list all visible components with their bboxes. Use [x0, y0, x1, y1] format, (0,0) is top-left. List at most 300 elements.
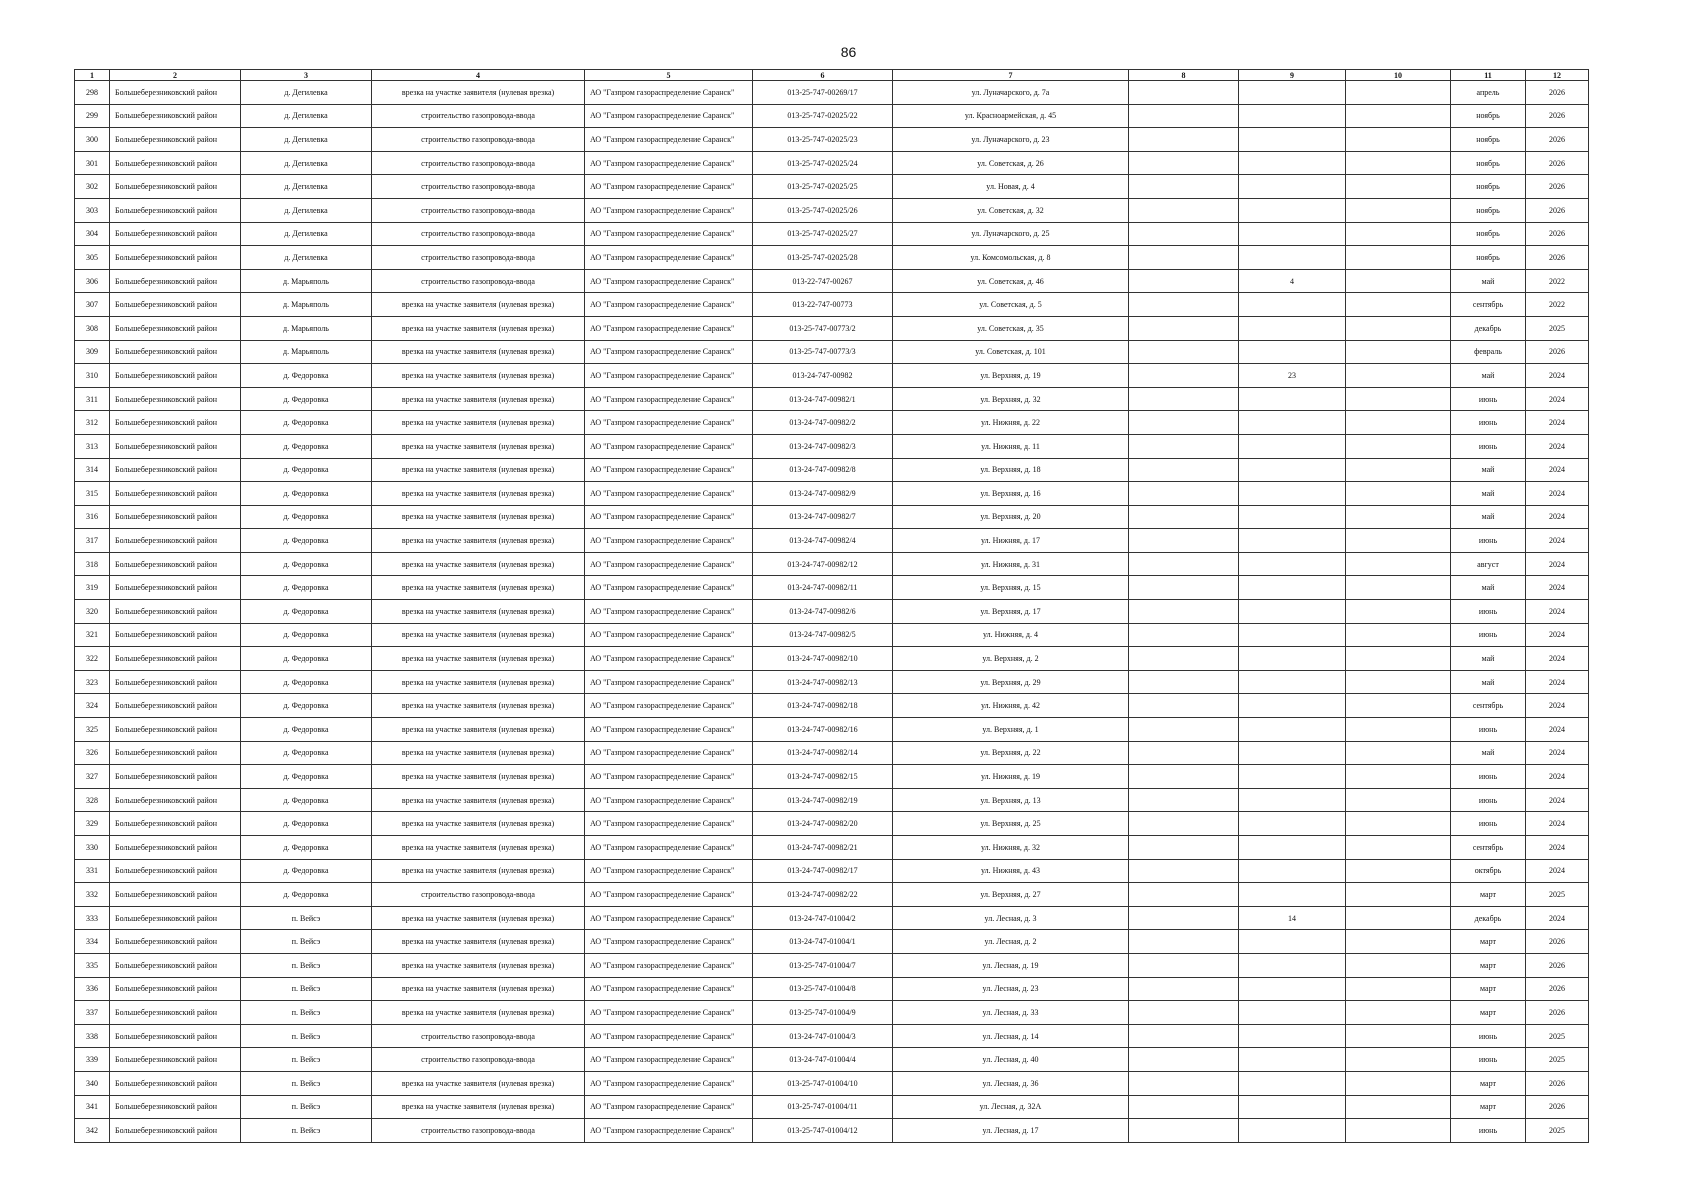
settlement-cell: д. Дегилевка: [241, 81, 372, 105]
col-9-cell: 4: [1239, 269, 1346, 293]
work-type-cell: врезка на участке заявителя (нулевая врезка): [372, 364, 585, 388]
row-number-cell: 332: [75, 883, 110, 907]
district-cell: Большеберезниковский район: [110, 128, 241, 152]
table-row: [75, 718, 1589, 742]
col-10-cell: [1346, 529, 1451, 553]
address-cell: ул. Верхняя, д. 32: [893, 387, 1129, 411]
table-row: [75, 623, 1589, 647]
organization-cell: АО "Газпром газораспределение Саранск": [585, 718, 753, 742]
col-9-cell: [1239, 647, 1346, 671]
month-cell: май: [1451, 458, 1526, 482]
row-number-cell: 308: [75, 316, 110, 340]
address-cell: ул. Луначарского, д. 25: [893, 222, 1129, 246]
table-row: [75, 1119, 1589, 1143]
year-cell: 2026: [1526, 246, 1589, 270]
year-cell: 2024: [1526, 694, 1589, 718]
work-type-cell: врезка на участке заявителя (нулевая врезка): [372, 647, 585, 671]
settlement-cell: д. Дегилевка: [241, 222, 372, 246]
month-cell: ноябрь: [1451, 128, 1526, 152]
col-8-cell: [1129, 552, 1239, 576]
settlement-cell: д. Федоровка: [241, 670, 372, 694]
col-9-cell: [1239, 718, 1346, 742]
month-cell: сентябрь: [1451, 293, 1526, 317]
year-cell: 2024: [1526, 812, 1589, 836]
year-cell: 2026: [1526, 930, 1589, 954]
year-cell: 2024: [1526, 458, 1589, 482]
settlement-cell: д. Дегилевка: [241, 151, 372, 175]
table-row: [75, 175, 1589, 199]
address-cell: ул. Лесная, д. 3: [893, 906, 1129, 930]
contract-number-cell: 013-25-747-00269/17: [753, 81, 893, 105]
row-number-cell: 318: [75, 552, 110, 576]
row-number-cell: 340: [75, 1071, 110, 1095]
row-number-cell: 328: [75, 788, 110, 812]
work-type-cell: врезка на участке заявителя (нулевая врезка): [372, 434, 585, 458]
col-10-cell: [1346, 576, 1451, 600]
organization-cell: АО "Газпром газораспределение Саранск": [585, 765, 753, 789]
table-row: [75, 836, 1589, 860]
table-row: [75, 269, 1589, 293]
year-cell: 2024: [1526, 364, 1589, 388]
settlement-cell: д. Федоровка: [241, 765, 372, 789]
col-10-cell: [1346, 387, 1451, 411]
contract-number-cell: 013-25-747-02025/22: [753, 104, 893, 128]
col-10-cell: [1346, 411, 1451, 435]
col-10-cell: [1346, 859, 1451, 883]
col-9-cell: [1239, 104, 1346, 128]
organization-cell: АО "Газпром газораспределение Саранск": [585, 812, 753, 836]
row-number-cell: 301: [75, 151, 110, 175]
settlement-cell: д. Федоровка: [241, 623, 372, 647]
organization-cell: АО "Газпром газораспределение Саранск": [585, 694, 753, 718]
col-10-cell: [1346, 600, 1451, 624]
year-cell: 2025: [1526, 1024, 1589, 1048]
table-row: [75, 246, 1589, 270]
address-cell: ул. Новая, д. 4: [893, 175, 1129, 199]
organization-cell: АО "Газпром газораспределение Саранск": [585, 788, 753, 812]
month-cell: июнь: [1451, 387, 1526, 411]
district-cell: Большеберезниковский район: [110, 340, 241, 364]
col-8-cell: [1129, 906, 1239, 930]
contract-number-cell: 013-25-747-01004/9: [753, 1001, 893, 1025]
year-cell: 2025: [1526, 1048, 1589, 1072]
organization-cell: АО "Газпром газораспределение Саранск": [585, 458, 753, 482]
district-cell: Большеберезниковский район: [110, 458, 241, 482]
col-9-cell: [1239, 128, 1346, 152]
month-cell: июнь: [1451, 765, 1526, 789]
work-type-cell: врезка на участке заявителя (нулевая врезка): [372, 930, 585, 954]
month-cell: май: [1451, 576, 1526, 600]
organization-cell: АО "Газпром газораспределение Саранск": [585, 505, 753, 529]
contract-number-cell: 013-25-747-02025/24: [753, 151, 893, 175]
district-cell: Большеберезниковский район: [110, 1001, 241, 1025]
month-cell: июнь: [1451, 1119, 1526, 1143]
col-8-cell: [1129, 222, 1239, 246]
district-cell: Большеберезниковский район: [110, 529, 241, 553]
address-cell: ул. Верхняя, д. 22: [893, 741, 1129, 765]
col-10-cell: [1346, 1119, 1451, 1143]
month-cell: май: [1451, 269, 1526, 293]
month-cell: май: [1451, 505, 1526, 529]
organization-cell: АО "Газпром газораспределение Саранск": [585, 293, 753, 317]
address-cell: ул. Луначарского, д. 23: [893, 128, 1129, 152]
organization-cell: АО "Газпром газораспределение Саранск": [585, 647, 753, 671]
contract-number-cell: 013-25-747-00773/3: [753, 340, 893, 364]
col-8-cell: [1129, 953, 1239, 977]
address-cell: ул. Нижняя, д. 11: [893, 434, 1129, 458]
contract-number-cell: 013-25-747-02025/25: [753, 175, 893, 199]
col-9-cell: [1239, 81, 1346, 105]
table-row: [75, 977, 1589, 1001]
col-9-cell: [1239, 340, 1346, 364]
organization-cell: АО "Газпром газораспределение Саранск": [585, 859, 753, 883]
district-cell: Большеберезниковский район: [110, 741, 241, 765]
year-cell: 2024: [1526, 765, 1589, 789]
district-cell: Большеберезниковский район: [110, 1095, 241, 1119]
settlement-cell: д. Федоровка: [241, 859, 372, 883]
month-cell: март: [1451, 930, 1526, 954]
table-row: [75, 198, 1589, 222]
settlement-cell: д. Федоровка: [241, 387, 372, 411]
contract-number-cell: 013-24-747-00982/5: [753, 623, 893, 647]
address-cell: ул. Верхняя, д. 1: [893, 718, 1129, 742]
col-8-cell: [1129, 1119, 1239, 1143]
district-cell: Большеберезниковский район: [110, 482, 241, 506]
district-cell: Большеберезниковский район: [110, 765, 241, 789]
month-cell: май: [1451, 741, 1526, 765]
col-10-cell: [1346, 883, 1451, 907]
work-type-cell: строительство газопровода-ввода: [372, 104, 585, 128]
settlement-cell: д. Марьяполь: [241, 316, 372, 340]
col-8-cell: [1129, 387, 1239, 411]
row-number-cell: 333: [75, 906, 110, 930]
address-cell: ул. Нижняя, д. 19: [893, 765, 1129, 789]
address-cell: ул. Лесная, д. 2: [893, 930, 1129, 954]
organization-cell: АО "Газпром газораспределение Саранск": [585, 434, 753, 458]
col-9-cell: [1239, 953, 1346, 977]
month-cell: март: [1451, 1001, 1526, 1025]
col-8-cell: [1129, 482, 1239, 506]
organization-cell: АО "Газпром газораспределение Саранск": [585, 364, 753, 388]
table-row: [75, 812, 1589, 836]
month-cell: июнь: [1451, 1024, 1526, 1048]
col-10-cell: [1346, 198, 1451, 222]
row-number-cell: 330: [75, 836, 110, 860]
settlement-cell: д. Федоровка: [241, 647, 372, 671]
month-cell: ноябрь: [1451, 104, 1526, 128]
district-cell: Большеберезниковский район: [110, 600, 241, 624]
table-row: [75, 600, 1589, 624]
year-cell: 2024: [1526, 836, 1589, 860]
settlement-cell: д. Дегилевка: [241, 198, 372, 222]
col-9-cell: [1239, 175, 1346, 199]
year-cell: 2024: [1526, 906, 1589, 930]
col-8-cell: [1129, 246, 1239, 270]
year-cell: 2026: [1526, 953, 1589, 977]
district-cell: Большеберезниковский район: [110, 1048, 241, 1072]
contract-number-cell: 013-25-747-01004/8: [753, 977, 893, 1001]
col-8-cell: [1129, 883, 1239, 907]
address-cell: ул. Комсомольская, д. 8: [893, 246, 1129, 270]
row-number-cell: 323: [75, 670, 110, 694]
column-header-2: 2: [110, 70, 241, 81]
year-cell: 2024: [1526, 576, 1589, 600]
district-cell: Большеберезниковский район: [110, 198, 241, 222]
district-cell: Большеберезниковский район: [110, 293, 241, 317]
contract-number-cell: 013-24-747-00982/1: [753, 387, 893, 411]
table-row: [75, 340, 1589, 364]
col-8-cell: [1129, 364, 1239, 388]
row-number-cell: 324: [75, 694, 110, 718]
address-cell: ул. Нижняя, д. 32: [893, 836, 1129, 860]
address-cell: ул. Верхняя, д. 20: [893, 505, 1129, 529]
col-10-cell: [1346, 1048, 1451, 1072]
col-9-cell: [1239, 812, 1346, 836]
work-type-cell: строительство газопровода-ввода: [372, 1024, 585, 1048]
col-8-cell: [1129, 836, 1239, 860]
address-cell: ул. Лесная, д. 40: [893, 1048, 1129, 1072]
row-number-cell: 303: [75, 198, 110, 222]
col-10-cell: [1346, 364, 1451, 388]
col-8-cell: [1129, 1001, 1239, 1025]
col-9-cell: [1239, 151, 1346, 175]
district-cell: Большеберезниковский район: [110, 175, 241, 199]
address-cell: ул. Нижняя, д. 31: [893, 552, 1129, 576]
organization-cell: АО "Газпром газораспределение Саранск": [585, 104, 753, 128]
contract-number-cell: 013-24-747-00982/19: [753, 788, 893, 812]
col-9-cell: 23: [1239, 364, 1346, 388]
district-cell: Большеберезниковский район: [110, 788, 241, 812]
year-cell: 2024: [1526, 718, 1589, 742]
col-9-cell: [1239, 836, 1346, 860]
work-type-cell: врезка на участке заявителя (нулевая врезка): [372, 859, 585, 883]
col-8-cell: [1129, 293, 1239, 317]
work-type-cell: врезка на участке заявителя (нулевая врезка): [372, 316, 585, 340]
row-number-cell: 306: [75, 269, 110, 293]
col-8-cell: [1129, 741, 1239, 765]
address-cell: ул. Нижняя, д. 22: [893, 411, 1129, 435]
year-cell: 2024: [1526, 482, 1589, 506]
col-9-cell: [1239, 883, 1346, 907]
month-cell: май: [1451, 670, 1526, 694]
col-10-cell: [1346, 175, 1451, 199]
address-cell: ул. Лесная, д. 36: [893, 1071, 1129, 1095]
row-number-cell: 309: [75, 340, 110, 364]
col-8-cell: [1129, 600, 1239, 624]
table-row: [75, 104, 1589, 128]
year-cell: 2024: [1526, 529, 1589, 553]
address-cell: ул. Нижняя, д. 42: [893, 694, 1129, 718]
contract-number-cell: 013-25-747-00773/2: [753, 316, 893, 340]
settlement-cell: п. Вейсэ: [241, 1048, 372, 1072]
contract-number-cell: 013-24-747-00982/20: [753, 812, 893, 836]
contract-number-cell: 013-22-747-00267: [753, 269, 893, 293]
year-cell: 2026: [1526, 1001, 1589, 1025]
year-cell: 2025: [1526, 316, 1589, 340]
contract-number-cell: 013-24-747-01004/2: [753, 906, 893, 930]
month-cell: июнь: [1451, 1048, 1526, 1072]
year-cell: 2026: [1526, 340, 1589, 364]
contract-number-cell: 013-24-747-00982/4: [753, 529, 893, 553]
district-cell: Большеберезниковский район: [110, 953, 241, 977]
col-10-cell: [1346, 906, 1451, 930]
district-cell: Большеберезниковский район: [110, 836, 241, 860]
row-number-cell: 315: [75, 482, 110, 506]
district-cell: Большеберезниковский район: [110, 883, 241, 907]
work-type-cell: врезка на участке заявителя (нулевая врезка): [372, 1001, 585, 1025]
organization-cell: АО "Газпром газораспределение Саранск": [585, 576, 753, 600]
settlement-cell: д. Дегилевка: [241, 175, 372, 199]
table-row: [75, 647, 1589, 671]
col-10-cell: [1346, 269, 1451, 293]
row-number-cell: 329: [75, 812, 110, 836]
district-cell: Большеберезниковский район: [110, 552, 241, 576]
page-number: 86: [840, 44, 857, 60]
settlement-cell: д. Федоровка: [241, 812, 372, 836]
settlement-cell: д. Марьяполь: [241, 293, 372, 317]
col-10-cell: [1346, 694, 1451, 718]
col-9-cell: [1239, 198, 1346, 222]
row-number-cell: 310: [75, 364, 110, 388]
table-row: [75, 1095, 1589, 1119]
table-row: [75, 670, 1589, 694]
col-9-cell: [1239, 1001, 1346, 1025]
year-cell: 2024: [1526, 387, 1589, 411]
col-10-cell: [1346, 788, 1451, 812]
month-cell: сентябрь: [1451, 836, 1526, 860]
contract-number-cell: 013-24-747-00982/13: [753, 670, 893, 694]
organization-cell: АО "Газпром газораспределение Саранск": [585, 930, 753, 954]
month-cell: ноябрь: [1451, 246, 1526, 270]
district-cell: Большеберезниковский район: [110, 977, 241, 1001]
col-8-cell: [1129, 175, 1239, 199]
col-8-cell: [1129, 1095, 1239, 1119]
address-cell: ул. Советская, д. 32: [893, 198, 1129, 222]
row-number-cell: 299: [75, 104, 110, 128]
contract-number-cell: 013-24-747-00982/6: [753, 600, 893, 624]
row-number-cell: 304: [75, 222, 110, 246]
col-9-cell: [1239, 293, 1346, 317]
settlement-cell: п. Вейсэ: [241, 977, 372, 1001]
table-row: [75, 788, 1589, 812]
organization-cell: АО "Газпром газораспределение Саранск": [585, 316, 753, 340]
column-header-4: 4: [372, 70, 585, 81]
work-type-cell: врезка на участке заявителя (нулевая врезка): [372, 529, 585, 553]
district-cell: Большеберезниковский район: [110, 364, 241, 388]
district-cell: Большеберезниковский район: [110, 411, 241, 435]
month-cell: апрель: [1451, 81, 1526, 105]
contract-number-cell: 013-25-747-02025/23: [753, 128, 893, 152]
month-cell: март: [1451, 1095, 1526, 1119]
settlement-cell: п. Вейсэ: [241, 1095, 372, 1119]
year-cell: 2025: [1526, 1119, 1589, 1143]
year-cell: 2024: [1526, 859, 1589, 883]
table-row: [75, 906, 1589, 930]
col-8-cell: [1129, 670, 1239, 694]
table-row: [75, 81, 1589, 105]
contract-number-cell: 013-24-747-00982/14: [753, 741, 893, 765]
month-cell: октябрь: [1451, 859, 1526, 883]
settlement-cell: д. Дегилевка: [241, 104, 372, 128]
work-type-cell: врезка на участке заявителя (нулевая врезка): [372, 977, 585, 1001]
year-cell: 2024: [1526, 411, 1589, 435]
address-cell: ул. Верхняя, д. 17: [893, 600, 1129, 624]
col-8-cell: [1129, 1024, 1239, 1048]
month-cell: декабрь: [1451, 316, 1526, 340]
col-8-cell: [1129, 529, 1239, 553]
settlement-cell: д. Федоровка: [241, 741, 372, 765]
contract-number-cell: 013-25-747-01004/10: [753, 1071, 893, 1095]
col-9-cell: [1239, 977, 1346, 1001]
table-row: [75, 434, 1589, 458]
organization-cell: АО "Газпром газораспределение Саранск": [585, 1024, 753, 1048]
col-10-cell: [1346, 647, 1451, 671]
month-cell: июнь: [1451, 788, 1526, 812]
col-9-cell: 14: [1239, 906, 1346, 930]
settlement-cell: п. Вейсэ: [241, 1119, 372, 1143]
organization-cell: АО "Газпром газораспределение Саранск": [585, 670, 753, 694]
month-cell: март: [1451, 977, 1526, 1001]
settlement-cell: д. Федоровка: [241, 576, 372, 600]
col-10-cell: [1346, 104, 1451, 128]
month-cell: декабрь: [1451, 906, 1526, 930]
table-row: [75, 765, 1589, 789]
year-cell: 2026: [1526, 977, 1589, 1001]
district-cell: Большеберезниковский район: [110, 859, 241, 883]
work-type-cell: врезка на участке заявителя (нулевая врезка): [372, 694, 585, 718]
row-number-cell: 319: [75, 576, 110, 600]
column-header-3: 3: [241, 70, 372, 81]
table-row: [75, 316, 1589, 340]
row-number-cell: 307: [75, 293, 110, 317]
organization-cell: АО "Газпром газораспределение Саранск": [585, 1071, 753, 1095]
organization-cell: АО "Газпром газораспределение Саранск": [585, 1048, 753, 1072]
month-cell: август: [1451, 552, 1526, 576]
table-row: [75, 1024, 1589, 1048]
table-header-row: [75, 70, 1589, 81]
col-8-cell: [1129, 434, 1239, 458]
organization-cell: АО "Газпром газораспределение Саранск": [585, 529, 753, 553]
month-cell: ноябрь: [1451, 151, 1526, 175]
month-cell: март: [1451, 883, 1526, 907]
work-type-cell: строительство газопровода-ввода: [372, 1048, 585, 1072]
table-row: [75, 859, 1589, 883]
district-cell: Большеберезниковский район: [110, 1024, 241, 1048]
column-header-6: 6: [753, 70, 893, 81]
column-header-7: 7: [893, 70, 1129, 81]
address-cell: ул. Верхняя, д. 13: [893, 788, 1129, 812]
row-number-cell: 317: [75, 529, 110, 553]
work-type-cell: врезка на участке заявителя (нулевая врезка): [372, 387, 585, 411]
settlement-cell: д. Федоровка: [241, 434, 372, 458]
month-cell: сентябрь: [1451, 694, 1526, 718]
month-cell: ноябрь: [1451, 222, 1526, 246]
organization-cell: АО "Газпром газораспределение Саранск": [585, 175, 753, 199]
year-cell: 2024: [1526, 505, 1589, 529]
organization-cell: АО "Газпром газораспределение Саранск": [585, 246, 753, 270]
column-header-10: 10: [1346, 70, 1451, 81]
contract-number-cell: 013-24-747-00982: [753, 364, 893, 388]
row-number-cell: 325: [75, 718, 110, 742]
district-cell: Большеберезниковский район: [110, 694, 241, 718]
district-cell: Большеберезниковский район: [110, 387, 241, 411]
col-10-cell: [1346, 552, 1451, 576]
col-10-cell: [1346, 293, 1451, 317]
year-cell: 2025: [1526, 883, 1589, 907]
register-table: [74, 69, 1589, 1143]
col-8-cell: [1129, 269, 1239, 293]
district-cell: Большеберезниковский район: [110, 576, 241, 600]
